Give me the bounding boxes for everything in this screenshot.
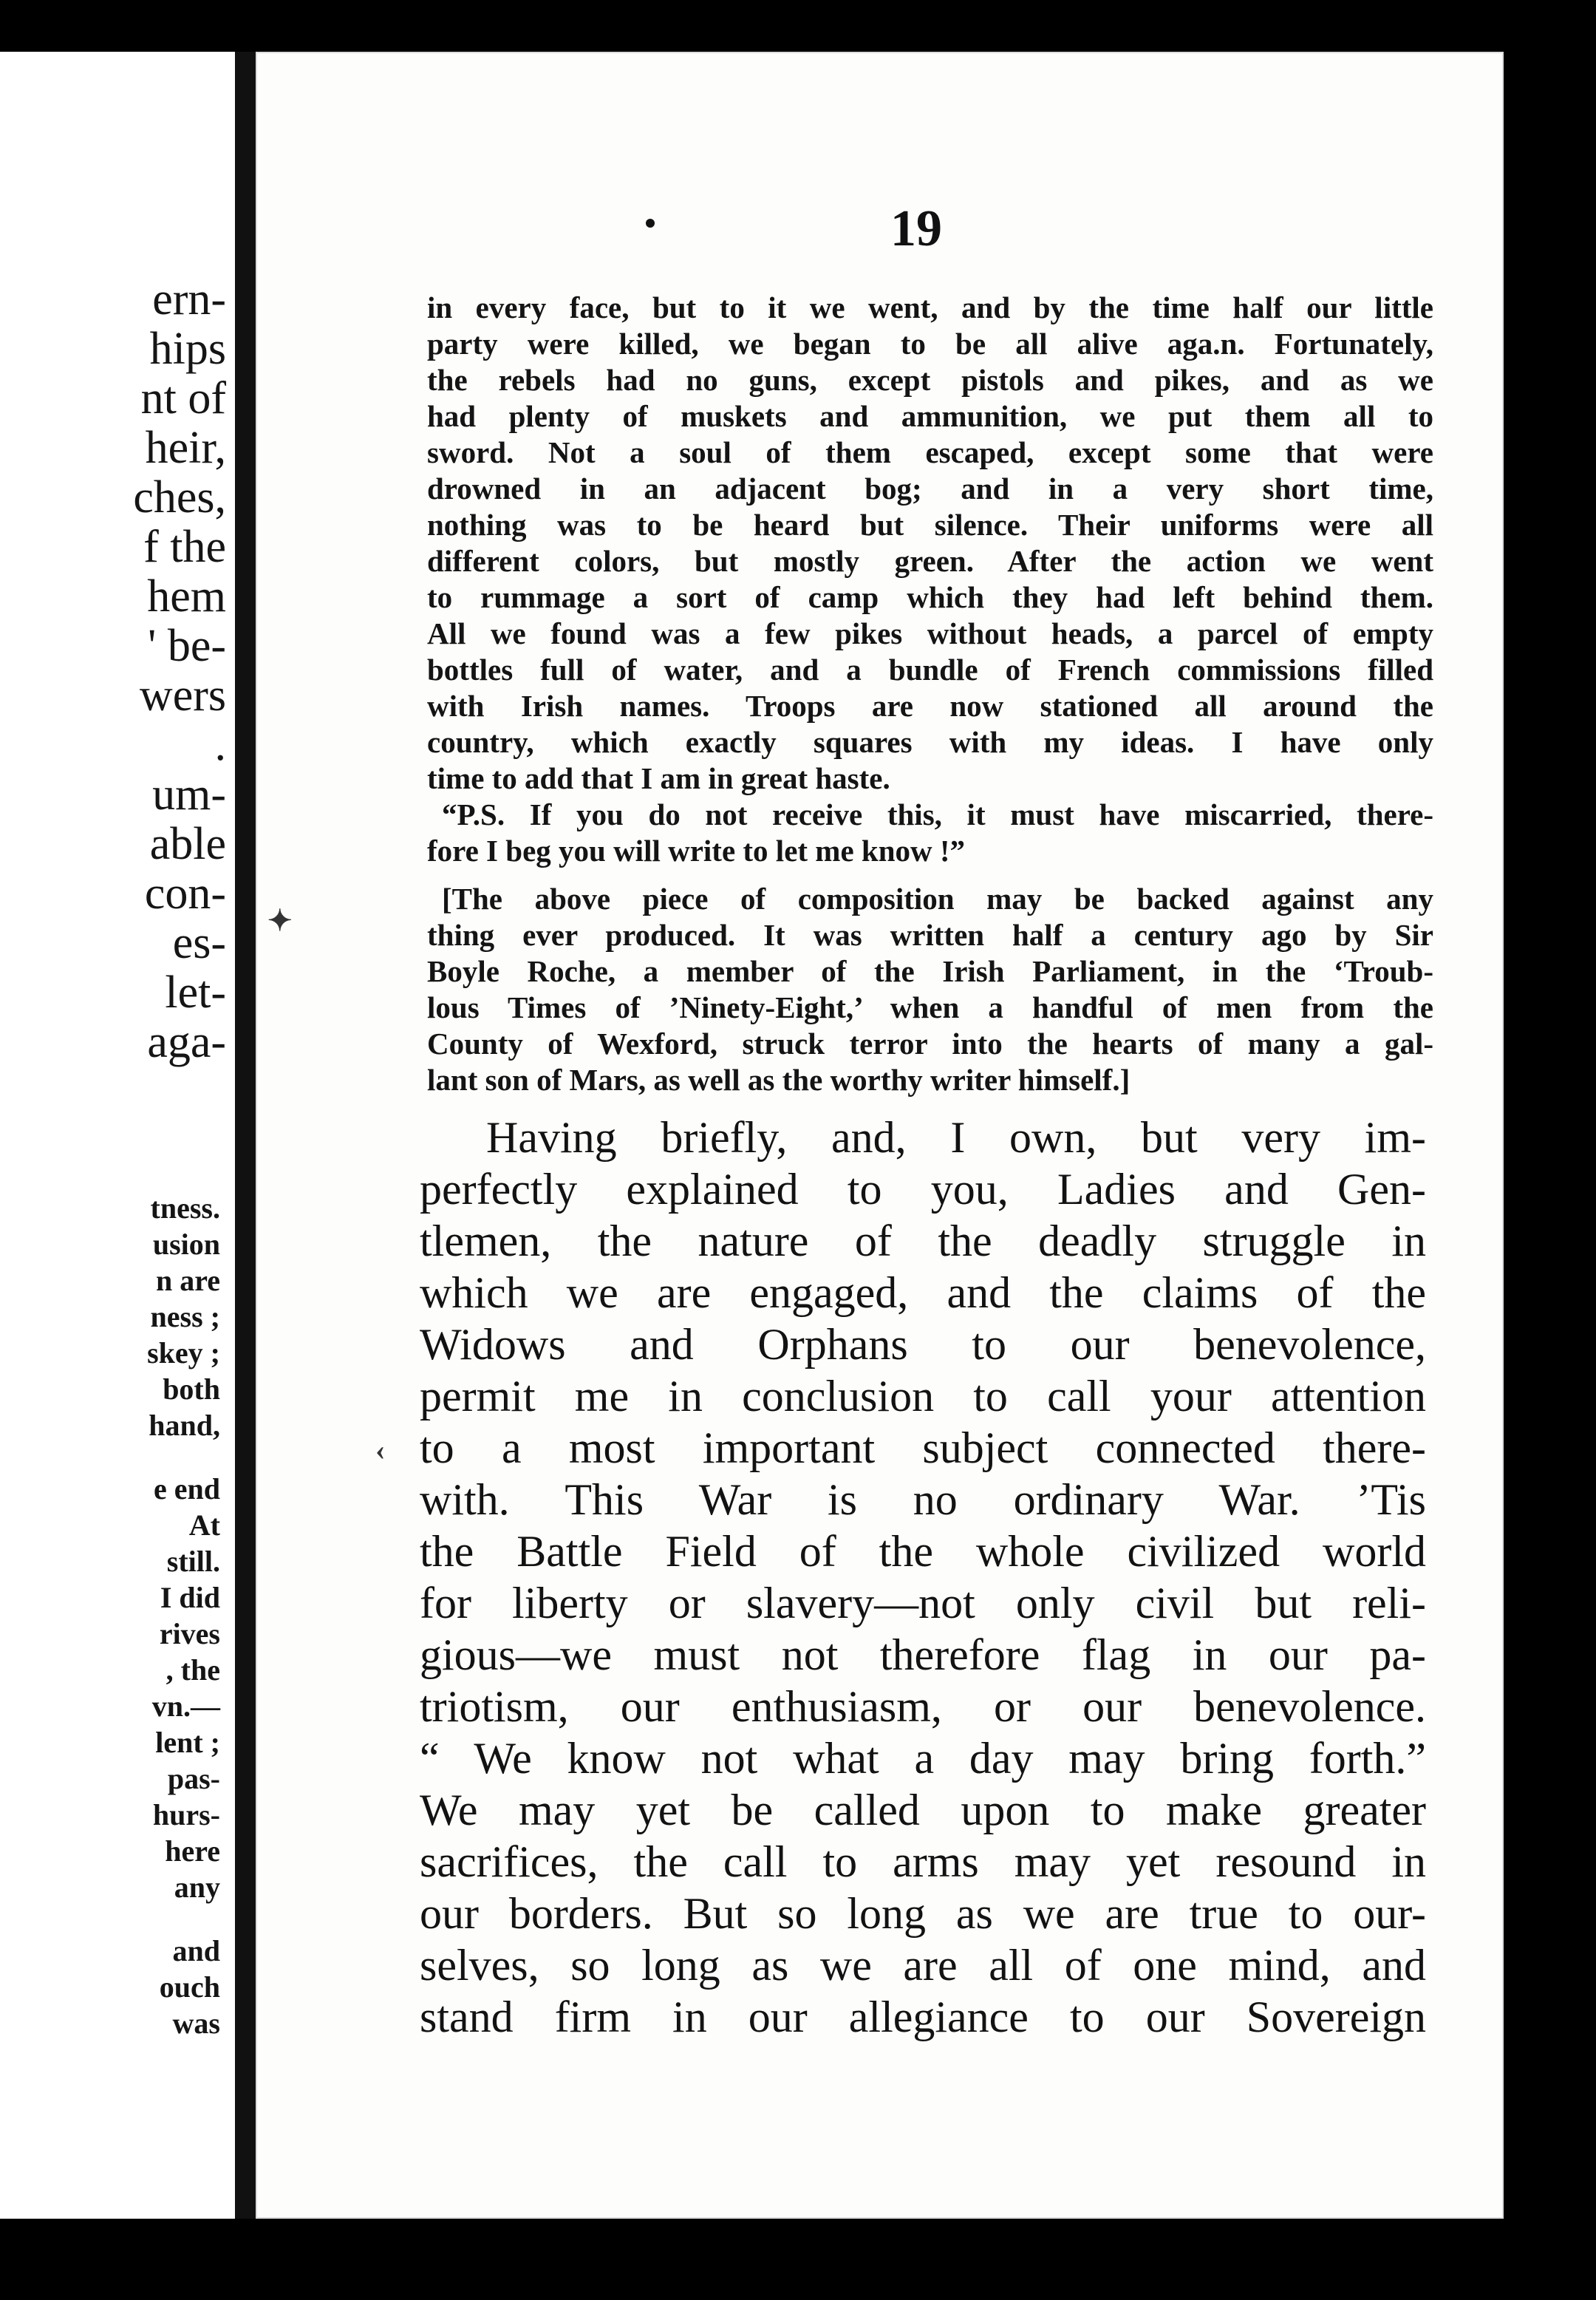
- body-line: stand firm in our allegiance to our Sovereign: [420, 1993, 1426, 2041]
- quoted-letter-text: [427, 290, 1433, 1098]
- left-line: aga-: [147, 1017, 226, 1067]
- main-body-text: [420, 1112, 1426, 2043]
- body-line: with. This War is no ordinary War. ’Tis: [420, 1475, 1426, 1524]
- left-line: es-: [172, 918, 226, 968]
- left-line: um-: [152, 769, 226, 820]
- left-line: any: [174, 1871, 220, 1904]
- left-small-text-column: [0, 1190, 235, 2041]
- left-page-fragment: [0, 52, 235, 2219]
- left-line: n are: [155, 1264, 220, 1297]
- left-line: nt of: [140, 373, 226, 423]
- left-line: e end: [154, 1472, 220, 1505]
- margin-mark: ‹: [375, 1433, 386, 1466]
- text-line: sword. Not a soul of them escaped, except some that were: [427, 435, 1433, 469]
- left-line: ness ;: [150, 1300, 220, 1333]
- left-line: hurs-: [152, 1798, 220, 1831]
- left-line: tness.: [150, 1191, 220, 1225]
- text-line: party were killed, we began to be all alive aga.n. Fortunately,: [427, 327, 1433, 361]
- body-line: which we are engaged, and the claims of the: [420, 1268, 1426, 1317]
- text-line: drowned in an adjacent bog; and in a very short time,: [427, 472, 1433, 506]
- body-line: Widows and Orphans to our benevolence,: [420, 1320, 1426, 1369]
- left-line: let-: [165, 967, 226, 1018]
- note-line: Boyle Roche, a member of the Irish Parliament, in the ‘Troub-: [427, 954, 1433, 988]
- body-line: the Battle Field of the whole civilized world: [420, 1527, 1426, 1576]
- left-line: hips: [149, 324, 226, 374]
- left-line: At: [188, 1508, 220, 1542]
- page-number: 19: [890, 200, 942, 257]
- body-line: selves, so long as we are all of one mind, and: [420, 1941, 1426, 1990]
- left-line: able: [149, 819, 226, 869]
- postscript-line: fore I beg you will write to let me know !”: [427, 834, 966, 868]
- body-line: triotism, our enthusiasm, or our benevolence.: [420, 1682, 1426, 1731]
- body-line: tlemen, the nature of the deadly struggle in: [420, 1217, 1426, 1265]
- scan-top-border: [0, 0, 1596, 52]
- left-line: wers: [139, 670, 226, 721]
- body-line: We may yet be called upon to make greater: [420, 1786, 1426, 1834]
- note-line: lous Times of ’Ninety-Eight,’ when a handful of men from the: [427, 990, 1433, 1024]
- margin-mark: ✦: [267, 904, 293, 937]
- text-line: with Irish names. Troops are now stationed all around the: [427, 689, 1433, 723]
- postscript-line: “P.S. If you do not receive this, it must have miscarried, there-: [442, 797, 1433, 831]
- left-line: lent ;: [155, 1726, 220, 1759]
- left-line: still.: [166, 1545, 220, 1578]
- left-line: I did: [160, 1581, 220, 1614]
- text-line: in every face, but to it we went, and by the time half our little: [427, 290, 1433, 324]
- body-line: perfectly explained to you, Ladies and Gen-: [420, 1165, 1426, 1214]
- left-line: f the: [143, 522, 226, 572]
- note-line: [The above piece of composition may be backed against any: [442, 882, 1433, 916]
- left-line: ern-: [152, 274, 226, 324]
- body-line: “ We know not what a day may bring forth.”: [420, 1734, 1426, 1783]
- body-line: gious—we must not therefore flag in our pa-: [420, 1630, 1426, 1679]
- left-line: rives: [159, 1617, 220, 1650]
- left-line: usion: [152, 1228, 220, 1261]
- text-line: bottles full of water, and a bundle of French commissions filled: [427, 653, 1433, 687]
- left-line: vn.—: [151, 1690, 220, 1723]
- text-line: to rummage a sort of camp which they had left behind them.: [427, 580, 1433, 614]
- left-line: hand,: [149, 1409, 220, 1442]
- body-line: Having briefly, and, I own, but very im-: [486, 1113, 1426, 1162]
- left-line: here: [165, 1834, 220, 1868]
- left-large-text-column: [0, 275, 235, 1067]
- left-line: pas-: [167, 1762, 220, 1795]
- left-spacer: [0, 1905, 235, 1933]
- body-line: to a most important subject connected there-: [420, 1423, 1426, 1472]
- ink-dot: [646, 219, 655, 228]
- left-line: , the: [166, 1653, 220, 1687]
- book-gutter: [235, 52, 256, 2219]
- left-line: hem: [147, 571, 226, 622]
- left-line: heir,: [145, 423, 226, 473]
- text-line: nothing was to be heard but silence. Their uniforms were all: [427, 508, 1433, 542]
- left-line: ches,: [133, 472, 226, 523]
- body-line: sacrifices, the call to arms may yet resound in: [420, 1837, 1426, 1886]
- text-line: different colors, but mostly green. After the action we went: [427, 544, 1433, 578]
- left-line: was: [172, 2007, 220, 2040]
- left-line: ouch: [159, 1970, 220, 2004]
- note-line: County of Wexford, struck terror into the hearts of many a gal-: [427, 1027, 1433, 1061]
- left-line: both: [163, 1372, 220, 1406]
- text-line: the rebels had no guns, except pistols and pikes, and as we: [427, 363, 1433, 397]
- left-line: skey ;: [147, 1336, 220, 1370]
- left-line: ' be-: [148, 621, 226, 671]
- left-line: and: [172, 1934, 220, 1967]
- body-line: our borders. But so long as we are true to our-: [420, 1889, 1426, 1938]
- body-line: for liberty or slavery—not only civil but reli-: [420, 1579, 1426, 1627]
- scan-bottom-border: [0, 2219, 1596, 2300]
- text-line: had plenty of muskets and ammunition, we put them all to: [427, 399, 1433, 433]
- text-line: time to add that I am in great haste.: [427, 761, 890, 795]
- left-line: .: [214, 720, 226, 770]
- left-spacer: [0, 1443, 235, 1471]
- text-line: country, which exactly squares with my ideas. I have only: [427, 725, 1433, 759]
- text-line: All we found was a few pikes without heads, a parcel of empty: [427, 616, 1433, 650]
- note-line: thing ever produced. It was written half a century ago by Sir: [427, 918, 1433, 952]
- note-line: lant son of Mars, as well as the worthy writer himself.]: [427, 1063, 1130, 1097]
- scan-right-border: [1504, 0, 1596, 2300]
- left-line: con-: [144, 868, 226, 919]
- paragraph-gap: [427, 869, 1433, 881]
- body-line: permit me in conclusion to call your attention: [420, 1372, 1426, 1421]
